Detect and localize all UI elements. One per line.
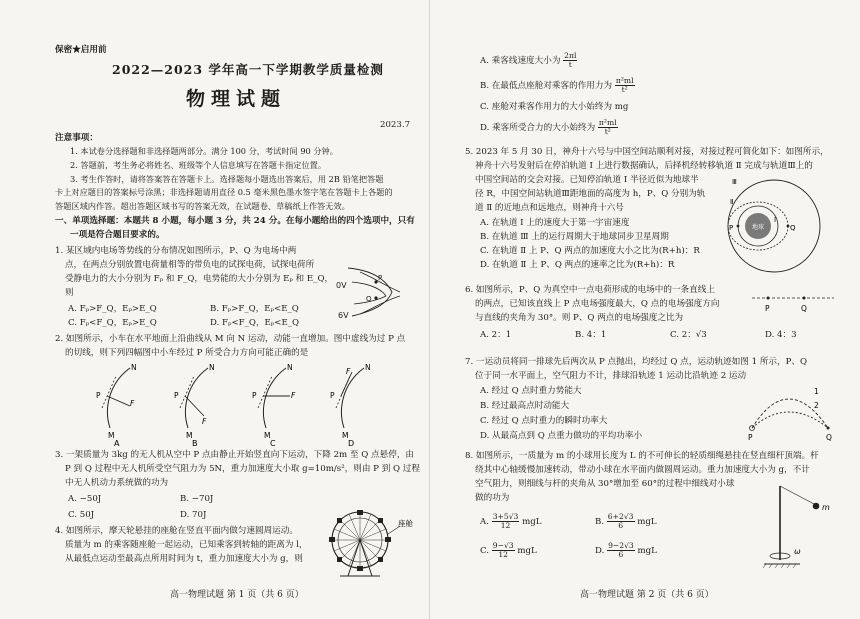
label-q: Q [366,295,372,303]
cabin-label: 座舱 [398,519,413,528]
question-3-text: 3. 一架质量为 3kg 的无人机从空中 P 点由静止开始竖直向下运动，下降 2m 至 Q 点悬停，由 [55,450,415,460]
question-6-text: 的两点，已知该直线上 P 点电场强度最大，Q 点的电场强度方向 [475,299,720,309]
notice-heading: 注意事项： [55,133,98,143]
question-5-text: 中国空间站的交会对接。已知停泊轨道 Ⅰ 半径近似为地球半 [475,175,699,185]
question-8-text: 8. 如图所示，一质量为 m 的小球用长度为 L 的不可伸长的轻质细绳悬挂在竖直细杆顶端。杆 [465,451,819,461]
figure-a [96,363,137,446]
point-n-label: N [287,363,293,372]
notice-item: 2. 答题前，考生务必将姓名、班级等个人信息填写在答题卡指定位置。 [70,160,327,170]
point-m-label: M [186,431,193,440]
option-a: A. 在轨道 Ⅰ 上的速度大于第一宇宙速度 [480,218,630,228]
point-q-label: Q [826,433,832,442]
fraction: $\frac{9-√3}{12}$ [492,541,514,559]
orbit-iii-label: Ⅲ [732,178,737,186]
question-8-text: 绕其中心轴缓慢加速转动，带动小球在水平面内做圆周运动。重力加速度大小为 g，不计 [475,465,810,475]
option-a: A. $\frac{3+5√3}{12}$ mgL [480,512,542,530]
question-7-text: 7. 一运动员将同一排球先后两次从 P 点抛出，均经过 Q 点，运动轨迹如图 1 所示，P、Q [465,357,808,367]
point-m-label: M [342,431,349,440]
earth-label: 地球 [752,224,765,231]
question-2-text: 2. 如图所示，小车在水平地面上沿曲线从 M 向 N 运动，动能一直增加。图中虚线为过 P 点 [55,334,406,344]
question-4-text: 从最低点运动至最高点所用时间为 t，重力加速度大小为 g，则 [65,554,303,564]
notice-item: 3. 考生作答时，请将答案答在答题卡上。选择题每小题选出答案后，用 2B 铅笔把答题 [70,174,384,184]
question-1-text: 则 [65,288,74,298]
option-d: D. $\frac{9-2√3}{6}$ mgL [595,541,657,559]
option-d: D. 4：3 [765,330,797,340]
rotating-rod-figure [760,478,840,578]
option-c: C. 2：√3 [670,330,707,340]
section-heading: 一项是符合题目要求的。 [70,230,165,240]
point-p-label: P [96,391,101,400]
point-n-label: N [131,363,137,372]
option-a: A. 经过 Q 点时重力势能大 [480,386,582,396]
figure-label-b: B [192,439,198,446]
question-5-text: 神舟十六号发射后在停泊轨道 Ⅰ 上进行数据确认，后择机经转移轨道 Ⅱ 完成与轨道Ⅲ上的 [475,161,813,171]
question-4-text: 4. 如图所示，摩天轮悬挂的座舱在竖直平面内做匀速圆周运动。 [55,526,298,536]
option-d: D. 在轨道 Ⅱ 上 P、Q 两点的速率之比为(R+h)：R [480,260,675,270]
figure-label-a: A [114,439,120,446]
section-heading: 一、单项选择题：本题共 8 小题，每小题 3 分，共 24 分。在每小题给出的四个选项中，只有 [55,216,415,226]
point-q-label: Q [790,224,796,232]
question-5-text: 道 Ⅱ 的近地点和远地点，则神舟十六号 [475,203,624,213]
force-label: F [291,391,296,400]
point-q-label: Q [801,304,807,313]
option-c: C. 在轨道 Ⅱ 上 P、Q 两点的加速度大小之比为(R+h)：R [480,246,700,256]
orbit-figure [726,174,834,282]
page-2 [430,0,860,619]
fraction: $\frac{2\pi l}{t}$ [564,51,577,69]
option-b: B. $\frac{6+2√3}{6}$ mgL [595,512,657,530]
question-8-text: 空气阻力，则细线与杆的夹角从 30°增加至 60°的过程中细线对小球 [475,479,735,489]
question-2-text: 的切线，则下列四幅图中小车经过 P 所受合力方向可能正确的是 [65,348,309,358]
point-m-label: M [264,431,271,440]
option-c: C. 50J [68,510,95,520]
point-n-label: N [365,363,371,372]
label-p: P [378,274,383,282]
ferris-wheel-figure [322,506,422,582]
option-b: B. 4：1 [575,330,607,340]
force-label: F [202,417,207,426]
question-3-text: 中无人机动力系统做的功为 [65,478,169,488]
option-a: A. 2：1 [480,330,512,340]
equipotential-figure [330,258,410,322]
point-p-label: P [729,224,734,232]
fraction: $\frac{\text{π²ml}}{\text{t²}}$ [615,76,634,94]
option-c: C. 经过 Q 点时重力的瞬时功率大 [480,416,608,426]
point-p-label: P [748,433,753,442]
fraction: $\frac{9-2√3}{6}$ [608,541,634,559]
orbit-ii-label: Ⅱ [730,198,734,206]
fraction: $\frac{\text{π²ml}}{\text{t²}}$ [598,118,617,136]
trajectory-1-label: 1 [814,387,819,396]
notice-item: 答题区域内作答。超出答题区域书写的答案无效，在试题卷、草稿纸上作答无效。 [55,201,350,211]
label-0v: 0V [336,281,347,290]
question-1-text: 点，在两点分别放置电荷量相等的带负电的试探电荷，试探电荷所 [65,260,315,270]
option-b: B. 经过最高点时动能大 [480,401,570,411]
option-c: C. 座舱对乘客作用力的大小始终为 mg [480,102,629,112]
label-6v: 6V [338,311,349,320]
line-pq-figure [748,290,838,314]
option-d: D. 从最高点到 Q 点重力做功的平均功率小 [480,431,643,441]
figure-b [174,363,215,446]
subject-title: 物理试题 [186,88,287,110]
question-8-text: 做的功为 [475,493,510,503]
page-2-footer: 高一物理试题 第 2 页（共 6 页） [580,590,714,600]
mass-label: m [822,503,830,512]
question-6-text: 6. 如图所示，P、Q 为真空中一点电荷形成的电场中的一条直线上 [465,285,715,295]
point-n-label: N [209,363,215,372]
figure-label-c: C [270,439,276,446]
question-7-text: 位于同一水平面上，空气阻力不计，排球沿轨迹 1 运动比沿轨迹 2 运动 [475,371,747,381]
question-4-text: 质量为 m 的乘客随座舱一起运动，已知乘客到转轴的距离为 l， [65,540,308,550]
exam-title: 2022—2023 学年高一下学期教学质量检测 [112,62,384,77]
point-p-label: P [765,304,770,313]
question-6-text: 与直线的夹角为 30°。则 P、Q 两点的电场强度之比为 [475,313,684,323]
question-5-text: 5. 2023 年 5 月 30 日，神舟十六号与中国空间站顺利对接，对接过程可简化如下：如图所示， [465,147,829,157]
point-p-label: P [252,391,257,400]
fraction: $\frac{6+2√3}{6}$ [607,512,634,530]
option-a: A. 乘客线速度大小为 $\frac{2\pi l}{t}$ [480,51,577,69]
force-label: F [130,399,135,408]
orbit-i-label: Ⅰ [774,216,777,224]
option-c: C. $\frac{9-√3}{12}$ mgL [480,541,537,559]
question-1-text: 受静电力的大小分别为 Fₚ 和 F_Q，电势能的大小分别为 Eₚ 和 E_Q， [65,274,334,284]
omega-label: ω [794,547,801,556]
point-p-label: P [174,391,179,400]
option-c: C. Fₚ<F_Q，Eₚ>E_Q [68,318,157,328]
question-1-text: 1. 某区域内电场等势线的分布情况如图所示，P、Q 为电场中两 [55,246,297,256]
option-b: B. −70J [180,494,214,504]
force-label: F [346,367,351,376]
question-3-text: P 到 Q 过程中无人机所受空气阻力为 5N，重力加速度大小取 g=10m/s²，则由 P 到 Q 过程 [65,464,420,474]
option-d: D. 70J [180,510,207,520]
option-b: B. 在最低点座舱对乘客的作用力为 $\frac{\text{π²ml}}{\text{t²}}$ [480,76,634,94]
point-p-label: P [330,391,335,400]
fraction: $\frac{3+5√3}{12}$ [492,512,519,530]
trajectory-2-label: 2 [814,401,819,410]
option-d: D. Fₚ<F_Q，Eₚ<E_Q [210,318,300,328]
notice-item: 1. 本试卷分选择题和非选择题两部分。满分 100 分，考试时间 90 分钟。 [70,146,338,156]
option-a: A. −50J [68,494,102,504]
option-d: D. 乘客所受合力的大小始终为 $\frac{\text{π²ml}}{\text{t²}}$ [480,118,617,136]
figure-d [330,363,371,446]
point-m-label: M [108,431,115,440]
trajectory-figures [90,362,400,446]
option-b: B. Fₚ>F_Q，Eₚ<E_Q [210,304,299,314]
figure-c [252,363,296,446]
ball-trajectory-figure [742,378,842,442]
question-5-text: 径 R，中国空间站轨道Ⅲ距地面的高度为 h，P、Q 分别为轨 [475,189,706,199]
confidential-mark: 保密★启用前 [55,45,107,55]
exam-date: 2023.7 [380,120,411,130]
page-1-footer: 高一物理试题 第 1 页（共 6 页） [170,590,304,600]
notice-item: 卡上对应题目的答案标号涂黑；非选择题请用直径 0.5 毫米黑色墨水签字笔在答题卡上各题的 [55,187,393,197]
figure-label-d: D [348,439,355,446]
option-b: B. 在轨道 Ⅲ 上的运行周期大于地球同步卫星周期 [480,232,669,242]
option-a: A. Fₚ>F_Q，Eₚ>E_Q [68,304,157,314]
